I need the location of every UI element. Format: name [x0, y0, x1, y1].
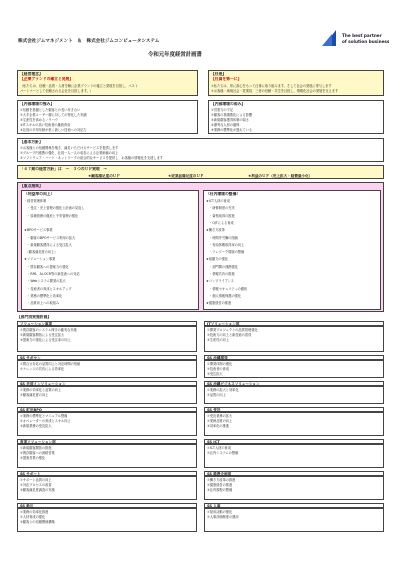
dept-right-section-body	[204, 476, 384, 500]
key-left-item: ★ソリューション事業	[24, 257, 56, 262]
dept-left-section-line: ③提案力の強化による受注率の向上	[20, 338, 71, 342]
dept-left-section-body	[17, 360, 197, 378]
dept-left-section-line: ①業務の効率化推進	[20, 510, 49, 514]
key-left-item: ・Webシステム開発の拡大	[24, 279, 66, 284]
key-left-item: ・経営管理体制	[24, 199, 47, 203]
key-left-panel	[21, 190, 199, 310]
goal-2: ★従業員満足度のＵＰ	[168, 173, 204, 178]
dept-right-section-line: ②人事評価制度の運用	[207, 515, 239, 519]
basic-policy-2: ②グループ内連携の強化、社員一人一人の成長による企業価値の向上	[20, 151, 119, 155]
key-left-item: ★BPOサービス事業	[24, 228, 53, 233]
key-left-head: （利益率の向上）	[24, 192, 55, 196]
dept-left-section-header: SS サポセン	[17, 355, 197, 360]
key-left-item: ・受注・売上管理の強化と計画の見直し	[24, 206, 85, 211]
dept-right-section-line: ②社内システムの整備	[207, 451, 239, 455]
motto-line-1: ①私たちは、常に真心をもって仕事に取り組みます。そして社会の発展に寄与します	[211, 84, 332, 88]
goal-1: ★顧客満足度のＵＰ	[88, 173, 120, 178]
dept-left-section-line: ①業務の標準化とマニュアル整備	[20, 414, 68, 418]
key-right-item: ★ICT人材の育成	[206, 199, 230, 203]
dept-left-section-line: ②人材育成の強化	[20, 515, 46, 519]
key-right-item: ★働き方改革	[206, 228, 225, 233]
logo-line2: of solution business	[342, 39, 390, 44]
dept-left-section-line: ②新規顧客開拓による受注拡大	[20, 333, 65, 337]
dept-right-section-line: ②品質の向上	[207, 393, 226, 397]
key-left-item: ・新規顧客獲得による受注拡大	[24, 242, 72, 247]
dept-right-section-line: ①働き方改革の推進	[207, 478, 236, 482]
philosophy-subtitle: 【企業ブランドの確立と発展】	[20, 77, 74, 81]
key-left-item: ・既存顧客への提案力の強化	[24, 264, 69, 269]
logo-line1: The best partner	[342, 33, 382, 38]
dept-right-section-header: SS ICT	[204, 439, 384, 444]
dept-right-section-line: ①業務の拡大と効率化	[207, 388, 239, 392]
key-right-item: ・部門間の連携強化	[206, 264, 238, 269]
weaknesses-box	[208, 100, 384, 134]
dept-left-section-header: SS サポート	[17, 471, 197, 476]
philosophy-line-1: （私たちは、信頼・品質・人材を軸に企業ブランドの確立と発展を目指し、ベスト	[20, 84, 138, 88]
key-right-item: ・OJTによる育成	[206, 220, 234, 225]
dept-right-section-body	[204, 444, 384, 468]
dept-left-section-line: ②オペレーターの育成とスキル向上	[20, 419, 71, 423]
dept-right-section-body	[204, 412, 384, 436]
key-left-item: ・原価管理の徹底と予実管理の強化	[24, 213, 79, 218]
dept-left-section-line: ①問合せ対応の品質向上と対応時間の短縮	[20, 362, 81, 366]
weakness-5: ⑤業務の標準化が遅れている	[211, 128, 253, 132]
dept-right-section-body	[204, 360, 384, 378]
dept-left-section-line: ③顧客満足度調査の実施	[20, 488, 55, 492]
logo-mark-icon	[322, 26, 390, 50]
strength-4: ④ITスキルの高い技術者の継続育成	[20, 123, 71, 127]
dept-right-section-line: ③社内規程の整備	[207, 488, 233, 492]
key-left-item: ・業務の標準化と効率化	[24, 293, 63, 298]
dept-left-section-line: ①サポート品質の向上	[20, 478, 52, 482]
strength-3: ③生産性を高めるノウハウ	[20, 118, 58, 122]
key-right-item: ★組織力の強化	[206, 257, 228, 262]
key-right-item: ・情報セキュリティの徹底	[206, 286, 248, 291]
basic-policy-1: ①お客様との信頼関係を築き、満足いただけるサービスを提供します	[20, 146, 119, 150]
strengths-title: 【内部環境の強み】	[20, 102, 55, 106]
dept-left-section-line: ③新規業務の受託拡大	[20, 424, 52, 428]
key-left-item: ・技術者の育成とスキルアップ	[24, 286, 72, 291]
strength-2: ②大手企業ユーザー層に対しての特化した実績	[20, 113, 87, 117]
key-left-item: ・RPA、AI-OCR等の新技術への対応	[24, 272, 80, 276]
company-names: 株式会社ジムマネジメント ＆ 株式会社ジムコンピュータシステム	[18, 39, 160, 44]
company-logo	[322, 26, 390, 50]
key-right-item: ★コンプライアンス	[206, 279, 234, 284]
dept-left-section-header: SS 町田BPO	[17, 407, 197, 412]
key-left-item: ・顧客のBPOサービス利用の拡大	[24, 235, 76, 240]
motto-box	[208, 70, 384, 96]
philosophy-title: 【経営理念】	[20, 72, 43, 76]
weakness-1: ①営業力の不足	[211, 108, 233, 112]
goal-3: ★利益のＵＰ（売上拡大・経費最小化）	[248, 173, 313, 178]
dept-right-section-body	[204, 386, 384, 404]
dept-left-section-line: ②対応プロセスの改善	[20, 483, 52, 487]
dept-left-section-line: ③提案営業の強化	[20, 456, 46, 460]
motto-line-2: ②お客様・地域社会・従業員、三者の信頼・共生を目指し、情報化社会の発展を支えます	[211, 89, 339, 93]
key-left-item: （顧客満足度の向上）	[24, 250, 58, 255]
dept-left-section-header: ソリューション事業	[17, 321, 197, 326]
dept-right-section-line: ①受託業務の拡大	[207, 414, 233, 418]
dept-left-section-body	[17, 412, 197, 436]
key-right-item: ★健康経営の推進	[206, 301, 232, 306]
key-left-item: ・品質向上への取組み	[24, 301, 60, 306]
dept-right-section-line: ②業務品質の向上	[207, 419, 233, 423]
dept-right-section-header: SS 沖縄ビジネスソリューション	[204, 381, 384, 386]
dept-right-section-line: ①採用活動の強化	[207, 510, 233, 514]
motto-title: 【社是】	[211, 72, 227, 76]
philosophy-box	[17, 70, 198, 96]
dept-plans-title: 【部門別実施計画】	[17, 315, 52, 319]
weakness-3: ③新規顧客獲得体制の弱さ	[211, 118, 249, 122]
key-right-head: （社内環境の整備）	[206, 192, 241, 196]
basic-policy-box	[17, 138, 384, 162]
dept-right-section-header: SS 沖縄開発	[204, 355, 384, 360]
dept-left-section-body	[17, 326, 197, 352]
dept-left-section-header: SS 新川	[17, 503, 197, 508]
dept-right-section-line: ②技術力の向上と新技術の習得	[207, 333, 252, 337]
dept-right-section-body	[204, 508, 384, 532]
dept-left-section-body	[17, 386, 197, 404]
dept-left-section-body	[17, 444, 197, 468]
key-right-item: ・研修制度の充実	[206, 206, 235, 211]
dept-right-section-line: ①開発プロジェクトの品質管理強化	[207, 328, 258, 332]
dept-right-section-header: SS 総務企画部	[204, 471, 384, 476]
dept-left-section-header: SS 共済インソリューション	[17, 381, 197, 386]
dept-left-section-line: ③顧客との信頼関係構築	[20, 520, 55, 524]
philosophy-line-2: パートナーとして信頼される会社を目指します。）	[20, 89, 94, 93]
dept-left-section-body	[17, 508, 197, 532]
key-right-item: ・時間外労働の削減	[206, 235, 238, 240]
key-measures-box	[17, 182, 384, 312]
weaknesses-title: 【内部環境の弱み】	[211, 102, 246, 106]
dept-right-section-line: ③受注拡大	[207, 372, 223, 376]
document-title: 令和元年度経営計画書	[148, 52, 202, 58]
strength-1: ①信頼を基盤とした顧客との長い付き合い	[20, 108, 81, 112]
dept-right-section-line: ②健康経営の推進	[207, 483, 233, 487]
dept-left-section-line: ②既存顧客への深耕営業	[20, 451, 55, 455]
key-right-item: ・個人情報保護の強化	[206, 293, 242, 298]
dept-right-section-header: ITソリューション部	[204, 321, 384, 326]
dept-left-section-line: ②顧客満足度の向上	[20, 393, 49, 397]
weakness-2: ②顧客の業績悪化による影響	[211, 113, 253, 117]
dept-right-section-line: ②技術者の育成	[207, 367, 229, 371]
dept-right-section-line: ①開発体制の強化	[207, 362, 233, 366]
dept-left-section-line: ①新規顧客開拓の推進	[20, 446, 52, 450]
dept-left-section-header: 営業ソリューション部	[17, 439, 197, 444]
dept-right-section-line: ③生産性の向上	[207, 338, 229, 342]
dept-right-section-header: SS 受託	[204, 407, 384, 412]
dept-left-section-body	[17, 476, 197, 500]
motto-subtitle: 【社員を第一に】	[211, 77, 242, 81]
key-right-item: ・有給休暇取得率の向上	[206, 242, 245, 247]
strengths-box	[17, 100, 198, 134]
strength-5: ⑤社員の平均年齢が低く新しい技術への対応力	[20, 128, 87, 132]
key-right-panel	[203, 190, 381, 310]
dept-left-section-line: ①業務の効率化と品質の向上	[20, 388, 62, 392]
basic-policy-title: 【基本方針】	[20, 140, 43, 144]
basic-policy-3: ③ソフトウェア・ハード・ネットワークの総合的なサービスを提供し、お客様の情報化を支援します	[20, 156, 163, 160]
key-right-item: ・テレワーク環境の整備	[206, 250, 245, 255]
key-right-item: ・資格取得の推進	[206, 213, 235, 218]
dept-right-section-line: ③効率化の推進	[207, 424, 229, 428]
dept-right-section-body	[204, 326, 384, 352]
dept-left-section-line: ①既存顧客のシステム保守の確実な実施	[20, 328, 77, 332]
weakness-4: ④優秀な人材の確保	[211, 123, 240, 127]
dept-right-section-line: ①ICT人材の育成	[207, 446, 231, 450]
dept-right-section-header: SS 人事	[204, 503, 384, 508]
goals-title: 「４７期の経営方針」は ～ ３つのＵＰ実現 ～	[20, 167, 108, 171]
key-right-item: ・情報共有の推進	[206, 272, 235, 276]
key-measures-title: 【重点施策】	[20, 184, 43, 188]
dept-left-section-line: ②ナレッジの共有による効率化	[20, 367, 65, 371]
goals-box	[17, 165, 384, 179]
